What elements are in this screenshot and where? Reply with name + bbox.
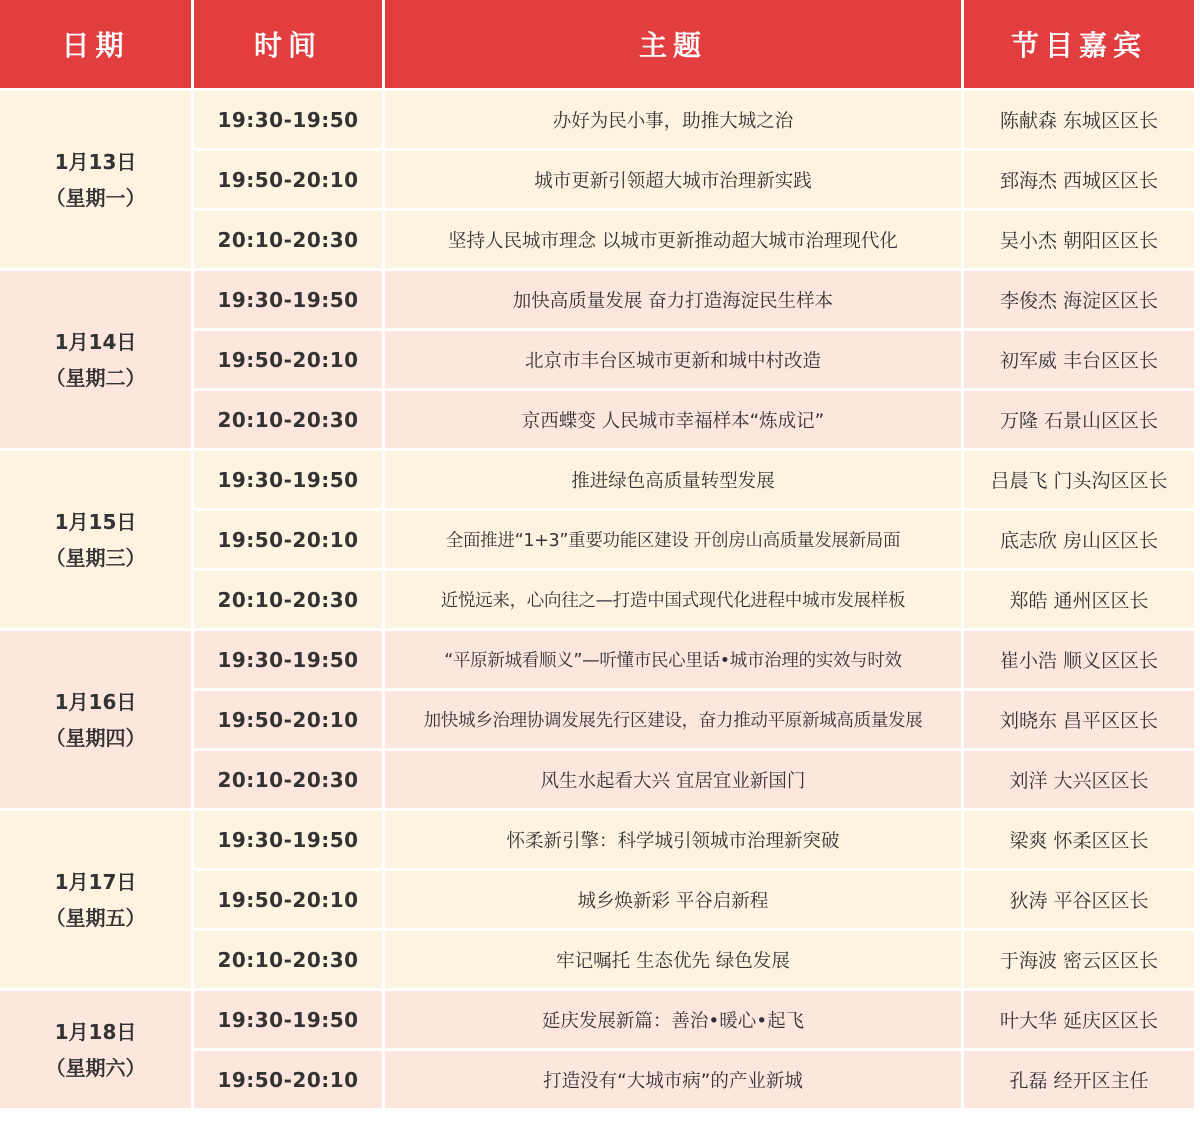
guest-cell: 陈献森 东城区区长: [964, 91, 1194, 148]
topic-cell: 京西蝶变 人民城市幸福样本“炼成记”: [385, 391, 961, 448]
time-cell: 20:10-20:30: [194, 211, 382, 268]
guest-cell: 郅海杰 西城区区长: [964, 151, 1194, 208]
topic-cell: 近悦远来，心向往之—打造中国式现代化进程中城市发展样板: [385, 571, 961, 628]
date-label: 1月14日: [54, 329, 137, 354]
guest-cell: 吴小杰 朝阳区区长: [964, 211, 1194, 268]
guest-cell: 狄涛 平谷区区长: [964, 871, 1194, 928]
time-cell: 19:50-20:10: [194, 691, 382, 748]
date-cell: [0, 451, 191, 628]
header-guest: 节目嘉宾: [964, 0, 1194, 88]
guest-cell: 刘晓东 昌平区区长: [964, 691, 1194, 748]
guest-cell: 梁爽 怀柔区区长: [964, 811, 1194, 868]
topic-cell: 怀柔新引擎：科学城引领城市治理新突破: [385, 811, 961, 868]
weekday-label: （星期三）: [45, 545, 146, 570]
topic-cell: 延庆发展新篇：善治•暖心•起飞: [385, 991, 961, 1048]
time-cell: 19:30-19:50: [194, 991, 382, 1048]
date-label: 1月18日: [54, 1019, 137, 1044]
guest-cell: 郑皓 通州区区长: [964, 571, 1194, 628]
time-cell: 19:50-20:10: [194, 331, 382, 388]
table-row: [0, 991, 1194, 1048]
weekday-label: （星期四）: [45, 725, 146, 750]
date-cell: [0, 631, 191, 808]
table-row: [0, 631, 1194, 688]
topic-cell: 北京市丰台区城市更新和城中村改造: [385, 331, 961, 388]
table-row: [0, 271, 1194, 328]
table-row: [0, 811, 1194, 868]
weekday-label: （星期二）: [45, 365, 146, 390]
time-cell: 19:50-20:10: [194, 871, 382, 928]
date-label: 1月16日: [54, 689, 137, 714]
header-date: 日期: [0, 0, 191, 88]
topic-cell: 推进绿色高质量转型发展: [385, 451, 961, 508]
time-cell: 20:10-20:30: [194, 391, 382, 448]
time-cell: 19:30-19:50: [194, 91, 382, 148]
weekday-label: （星期六）: [45, 1055, 146, 1080]
topic-cell: 牢记嘱托 生态优先 绿色发展: [385, 931, 961, 988]
guest-cell: 刘洋 大兴区区长: [964, 751, 1194, 808]
header-topic: 主题: [385, 0, 961, 88]
time-cell: 20:10-20:30: [194, 571, 382, 628]
time-cell: 20:10-20:30: [194, 751, 382, 808]
weekday-label: （星期五）: [45, 905, 146, 930]
guest-cell: 初军威 丰台区区长: [964, 331, 1194, 388]
date-label: 1月17日: [54, 869, 137, 894]
table-row: [0, 451, 1194, 508]
time-cell: 19:30-19:50: [194, 271, 382, 328]
time-cell: 19:30-19:50: [194, 811, 382, 868]
time-cell: 19:50-20:10: [194, 151, 382, 208]
guest-cell: 于海波 密云区区长: [964, 931, 1194, 988]
table-row: [0, 91, 1194, 148]
guest-cell: 底志欣 房山区区长: [964, 511, 1194, 568]
date-cell: [0, 811, 191, 988]
topic-cell: 加快高质量发展 奋力打造海淀民生样本: [385, 271, 961, 328]
weekday-label: （星期一）: [45, 185, 146, 210]
guest-cell: 叶大华 延庆区区长: [964, 991, 1194, 1048]
date-cell: [0, 91, 191, 268]
topic-cell: 全面推进“1+3”重要功能区建设 开创房山高质量发展新局面: [385, 511, 961, 568]
topic-cell: 办好为民小事，助推大城之治: [385, 91, 961, 148]
topic-cell: 坚持人民城市理念 以城市更新推动超大城市治理现代化: [385, 211, 961, 268]
topic-cell: “平原新城看顺义”—听懂市民心里话•城市治理的实效与时效: [385, 631, 961, 688]
topic-cell: 加快城乡治理协调发展先行区建设，奋力推动平原新城高质量发展: [385, 691, 961, 748]
time-cell: 20:10-20:30: [194, 931, 382, 988]
header-time: 时间: [194, 0, 382, 88]
topic-cell: 城市更新引领超大城市治理新实践: [385, 151, 961, 208]
guest-cell: 吕晨飞 门头沟区区长: [964, 451, 1194, 508]
date-cell: [0, 271, 191, 448]
guest-cell: 李俊杰 海淀区区长: [964, 271, 1194, 328]
guest-cell: 崔小浩 顺义区区长: [964, 631, 1194, 688]
date-label: 1月13日: [54, 149, 137, 174]
guest-cell: 万隆 石景山区区长: [964, 391, 1194, 448]
time-cell: 19:50-20:10: [194, 511, 382, 568]
date-cell: [0, 991, 191, 1108]
guest-cell: 孔磊 经开区主任: [964, 1051, 1194, 1108]
topic-cell: 城乡焕新彩 平谷启新程: [385, 871, 961, 928]
date-label: 1月15日: [54, 509, 137, 534]
header-row: [0, 0, 1194, 88]
time-cell: 19:30-19:50: [194, 451, 382, 508]
topic-cell: 打造没有“大城市病”的产业新城: [385, 1051, 961, 1108]
time-cell: 19:30-19:50: [194, 631, 382, 688]
topic-cell: 风生水起看大兴 宜居宜业新国门: [385, 751, 961, 808]
time-cell: 19:50-20:10: [194, 1051, 382, 1108]
